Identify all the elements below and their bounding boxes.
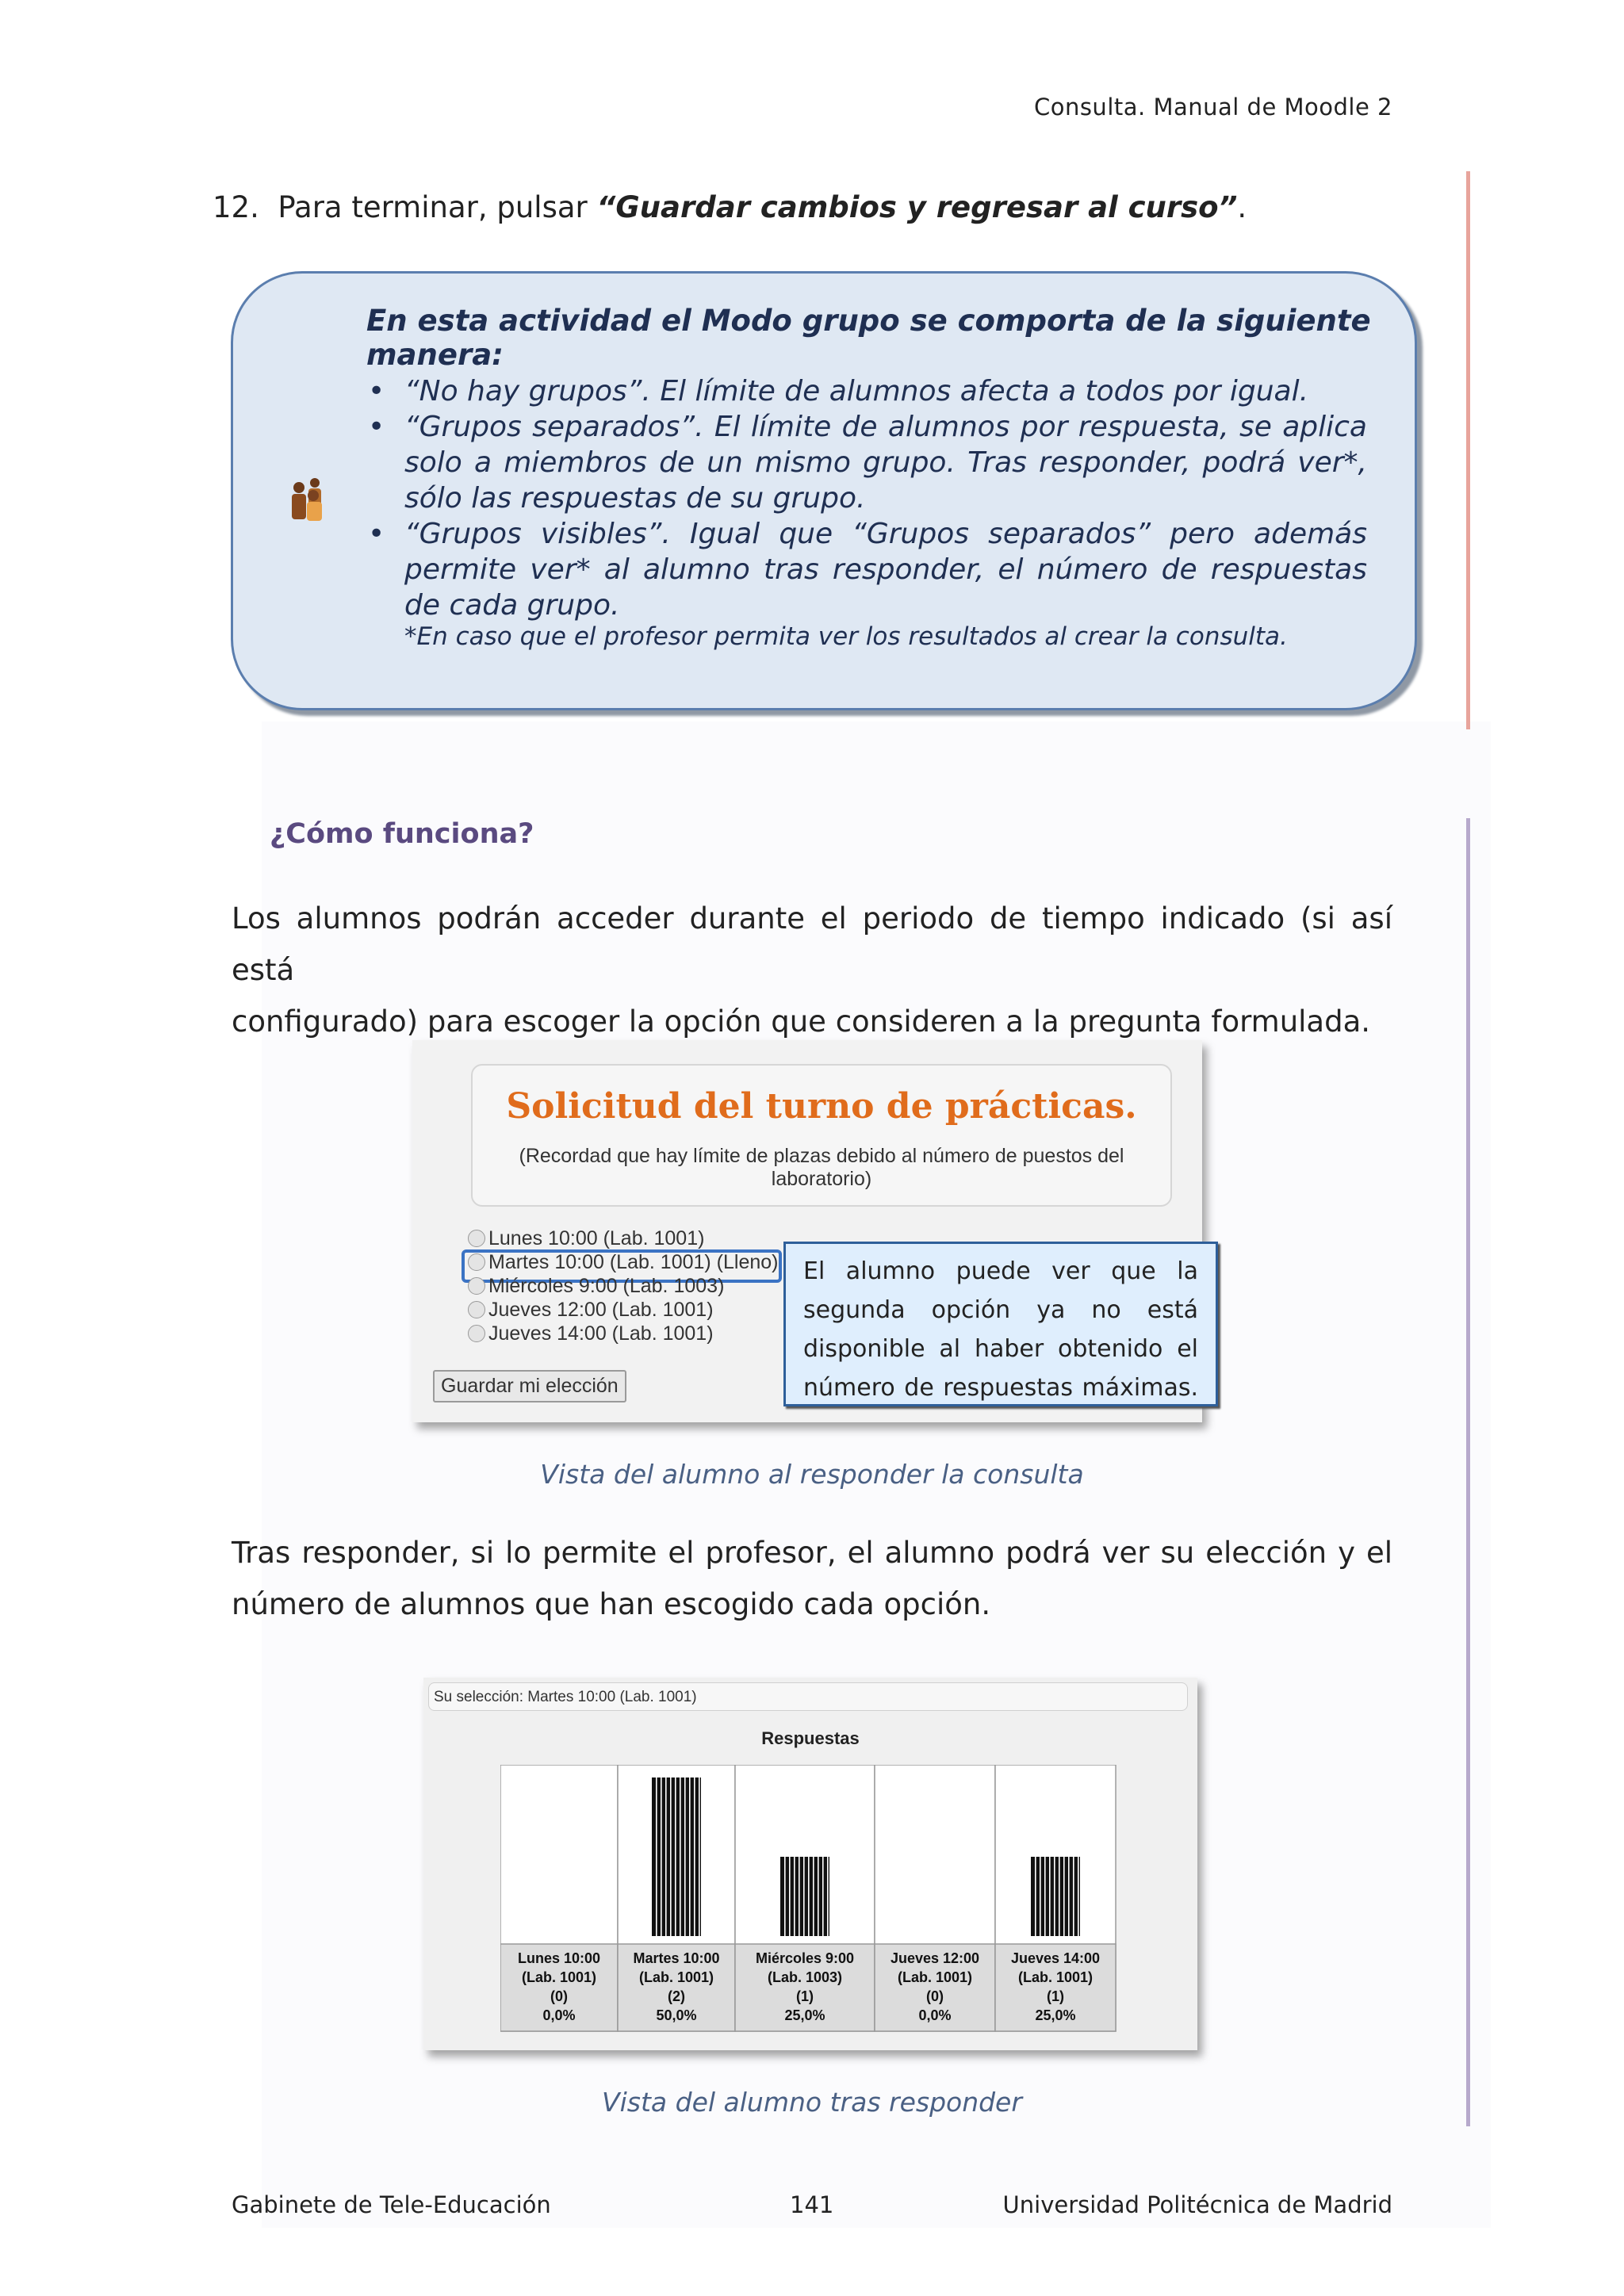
group-mode-note xyxy=(231,271,1417,710)
radio-icon xyxy=(468,1277,485,1295)
choice-title: Solicitud del turno de prácticas. xyxy=(506,1086,1137,1127)
paragraph-access: Los alumnos podrán acceder durante el periodo de tiempo indicado (si así está configurado) para escoger la opción que consideren a la pregunta formulada. xyxy=(232,901,1392,1039)
chart-category-label: (Lab. 1003) xyxy=(767,1969,843,1985)
step-number: 12. xyxy=(213,190,259,224)
group-users-icon xyxy=(287,478,327,522)
results-chart xyxy=(500,1765,1119,2042)
chart-category-label: 0,0% xyxy=(918,2007,952,2023)
margin-rule-red xyxy=(1466,171,1470,729)
chart-category-label: Miércoles 9:00 xyxy=(755,1950,855,1966)
chart-category-label: (Lab. 1001) xyxy=(638,1969,714,1985)
chart-category-label: Martes 10:00 xyxy=(633,1950,720,1966)
step-end: . xyxy=(1237,190,1247,224)
chart-category-label: (Lab. 1001) xyxy=(897,1969,973,1985)
chart-category-label: (Lab. 1001) xyxy=(521,1969,597,1985)
save-choice-button[interactable]: Guardar mi elección xyxy=(433,1370,626,1402)
section-heading: ¿Cómo funciona? xyxy=(270,818,534,850)
note-item: • “Grupos visibles”. Igual que “Grupos separados” pero además permite ver* al alumno tras responder, el número de respuestas de cada grupo. xyxy=(368,518,1367,622)
radio-option-jueves-14[interactable]: Jueves 14:00 (Lab. 1001) xyxy=(468,1322,714,1345)
chart-category-label: (2) xyxy=(668,1988,685,2004)
chart-category-label: Lunes 10:00 xyxy=(517,1950,601,1966)
chart-category-label: (1) xyxy=(796,1988,814,2004)
radio-option-martes: Martes 10:00 (Lab. 1001) (Lleno) xyxy=(468,1251,779,1274)
chart-category-label: 25,0% xyxy=(1035,2007,1076,2023)
radio-icon xyxy=(468,1301,485,1318)
margin-rule-purple xyxy=(1466,818,1470,2126)
selection-bar: Su selección: Martes 10:00 (Lab. 1001) xyxy=(428,1682,1188,1711)
results-title: Respuestas xyxy=(761,1728,860,1748)
footer-right: Universidad Politécnica de Madrid xyxy=(1002,2191,1392,2218)
paragraph-results: Tras responder, si lo permite el profesor, el alumno podrá ver su elección y el número de alumnos que han escogido cada opción. xyxy=(232,1536,1392,1621)
explanation-callout: El alumno puede ver que la segunda opción ya no está disponible al haber obtenido el número de respuestas máximas. xyxy=(783,1242,1218,1406)
note-list xyxy=(366,373,1367,623)
caption-choice-form: Vista del alumno al responder la consulta xyxy=(540,1459,1084,1490)
note-footnote: *En caso que el profesor permita ver los resultados al crear la consulta. xyxy=(404,622,1288,651)
step-text: Para terminar, pulsar xyxy=(278,190,597,224)
radio-option-jueves-12[interactable]: Jueves 12:00 (Lab. 1001) xyxy=(468,1299,714,1322)
chart-category-label: Jueves 14:00 xyxy=(1010,1950,1101,1966)
note-item: • “No hay grupos”. El límite de alumnos afecta a todos por igual. xyxy=(368,375,1309,408)
chart-category-label: 25,0% xyxy=(784,2007,825,2023)
footer-left: Gabinete de Tele-Educación xyxy=(232,2191,551,2218)
step-bold-text: “Guardar cambios y regresar al curso” xyxy=(596,190,1238,224)
chart-category-label: 50,0% xyxy=(656,2007,697,2023)
chart-category-label: (0) xyxy=(926,1988,944,2004)
chart-category-label: Jueves 12:00 xyxy=(890,1950,980,1966)
footer-page-number: 141 xyxy=(790,2191,834,2218)
choice-subtitle: (Recordad que hay límite de plazas debido al número de puestos del laboratorio) xyxy=(519,1145,1124,1190)
radio-option-miercoles[interactable]: Miércoles 9:00 (Lab. 1003) xyxy=(468,1275,724,1298)
chart-category-label: (Lab. 1001) xyxy=(1017,1969,1094,1985)
screenshot-results xyxy=(423,1678,1197,2050)
note-title: En esta actividad el Modo grupo se comporta de la siguiente manera: xyxy=(366,304,1371,372)
choice-header-box xyxy=(471,1064,1172,1207)
chart-bar xyxy=(1031,1857,1080,1936)
step-12 xyxy=(213,190,1247,224)
chart-category-label: 0,0% xyxy=(542,2007,576,2023)
running-header: Consulta. Manual de Moodle 2 xyxy=(1033,94,1392,121)
radio-option-lunes[interactable]: Lunes 10:00 (Lab. 1001) xyxy=(468,1227,704,1250)
radio-icon xyxy=(468,1325,485,1342)
chart-category-label: (1) xyxy=(1047,1988,1064,2004)
radio-icon xyxy=(468,1230,485,1247)
chart-category-label: (0) xyxy=(550,1988,568,2004)
note-item: • “Grupos separados”. El límite de alumnos por respuesta, se aplica solo a miembros de un mismo grupo. Tras responder, podrá ver*, sólo las respuestas de su grupo. xyxy=(368,411,1367,515)
chart-bar xyxy=(652,1777,701,1936)
chart-bar xyxy=(780,1857,829,1936)
caption-results: Vista del alumno tras responder xyxy=(602,2087,1022,2118)
